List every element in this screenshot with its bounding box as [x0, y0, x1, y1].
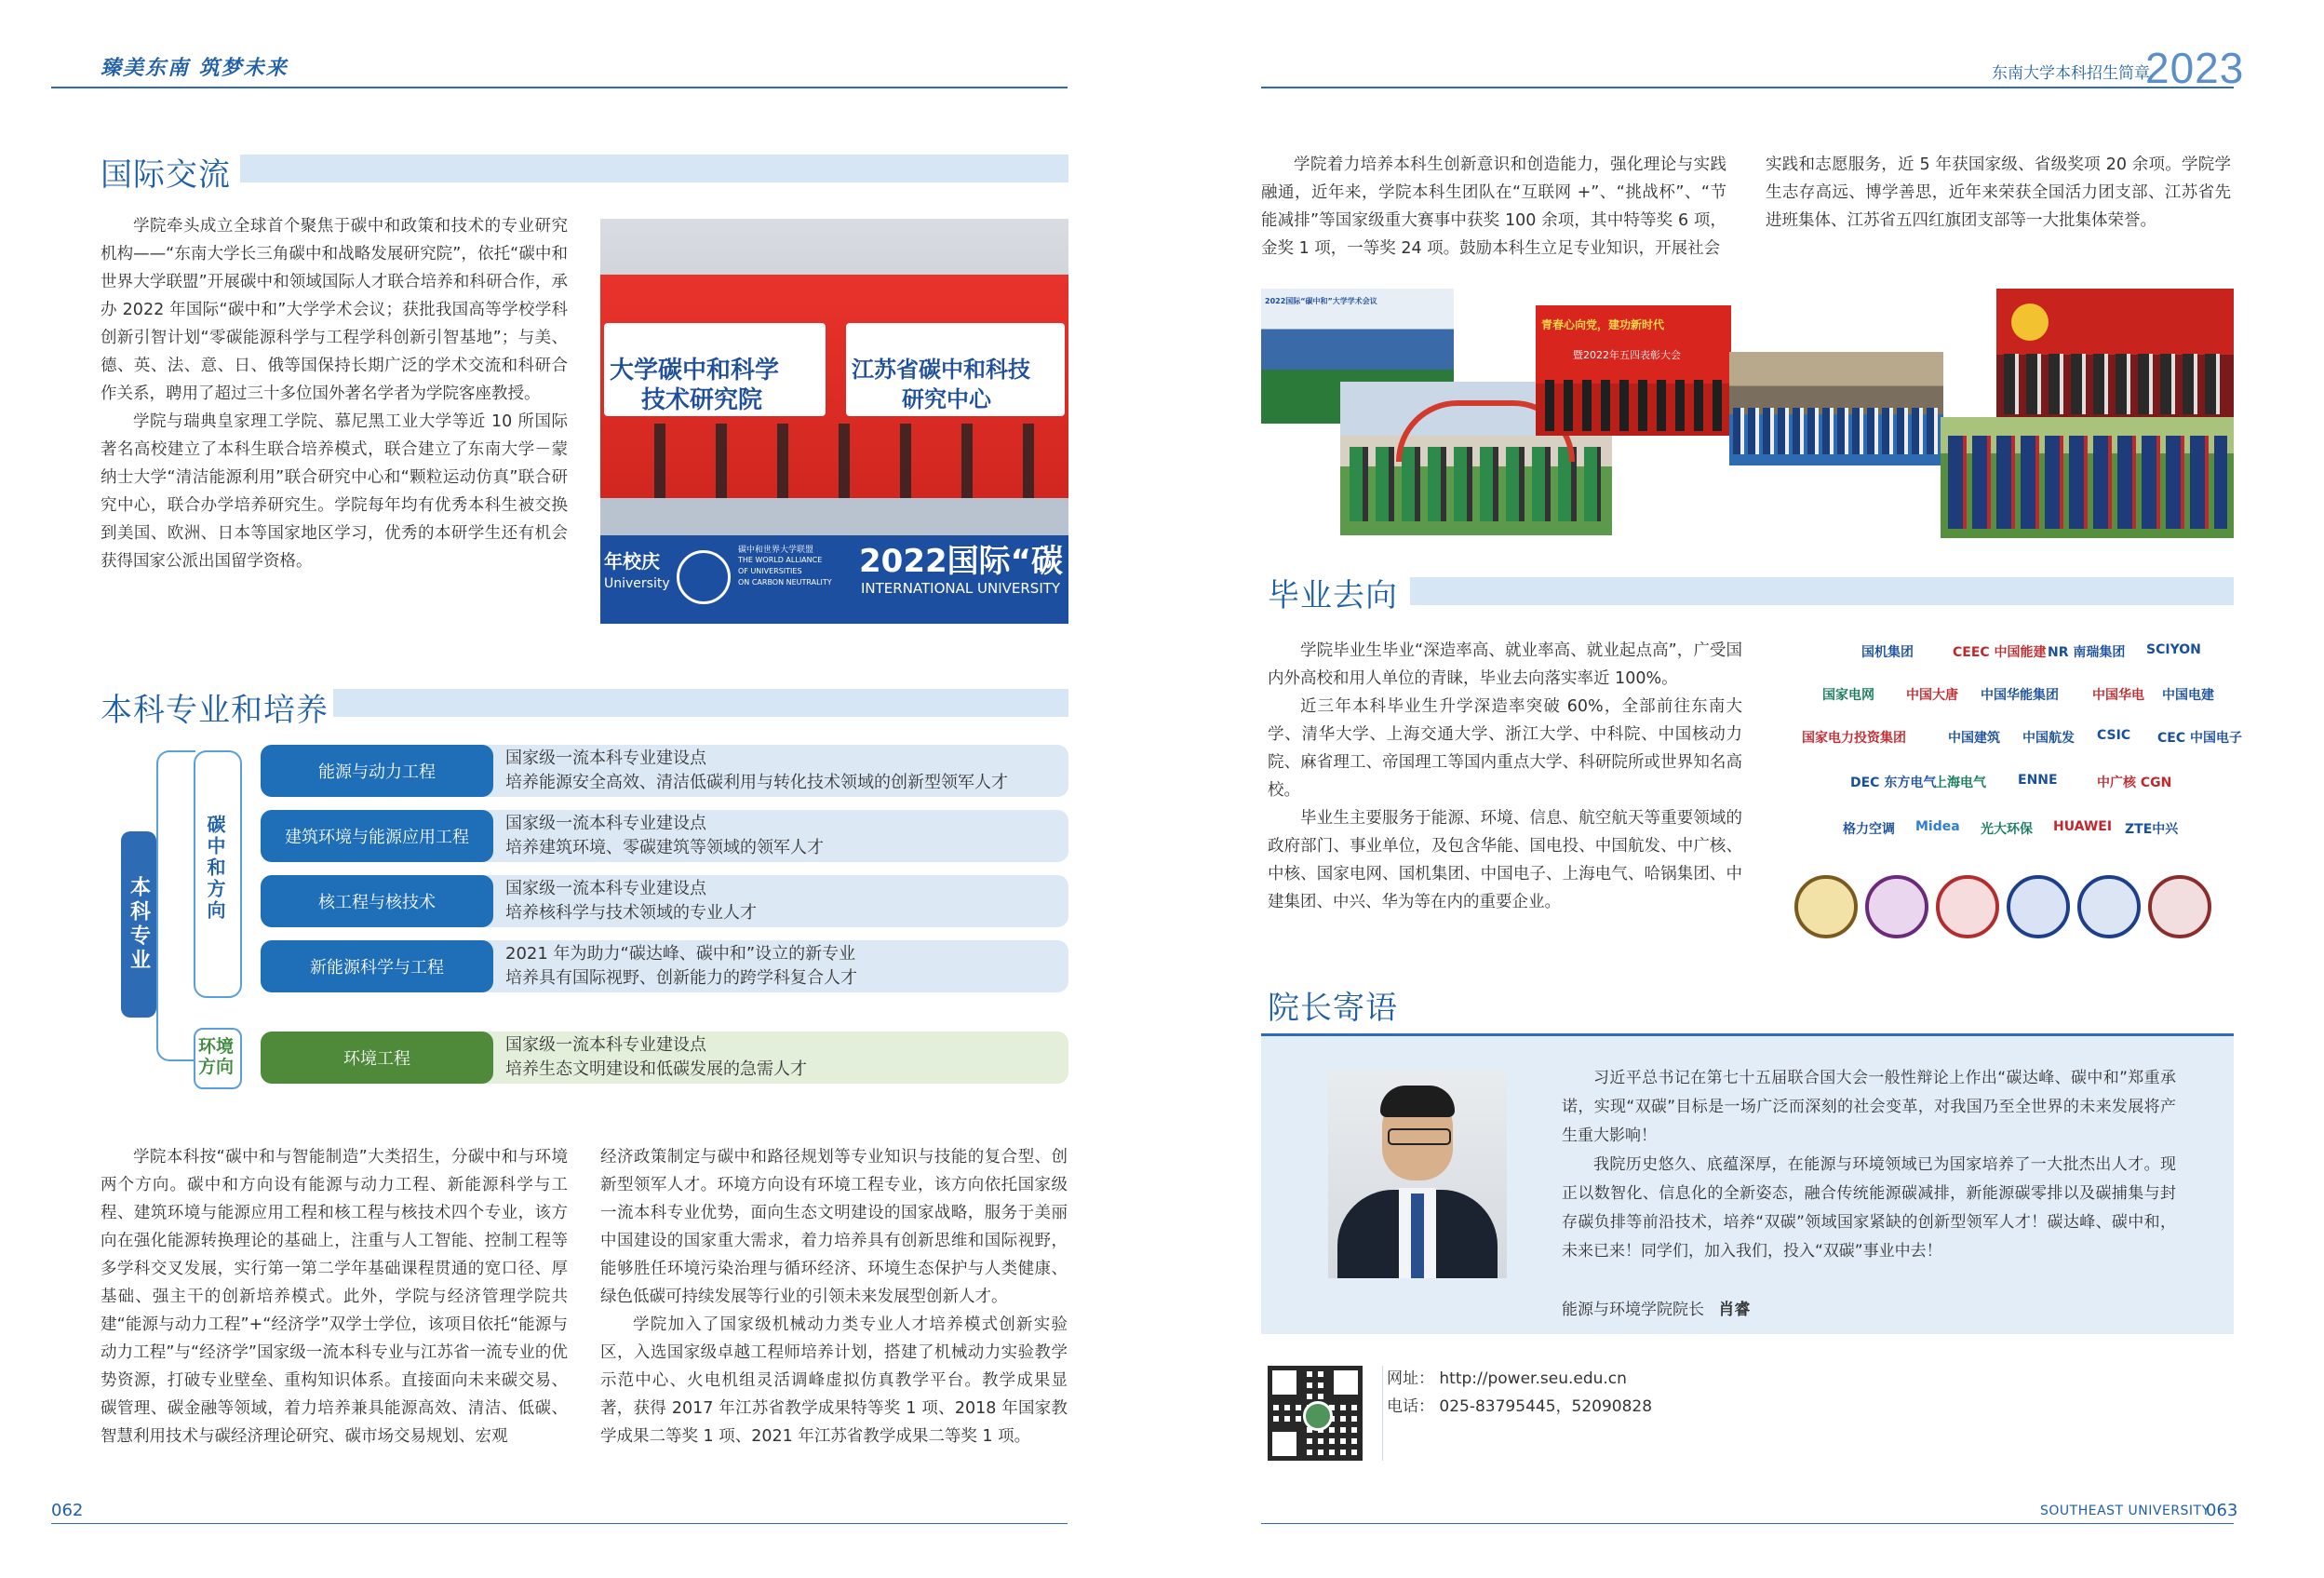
program-name-nuclear: 核工程与核技术 — [261, 875, 493, 927]
root-label: 本科专业 — [127, 876, 151, 973]
logo-state-grid: 国家电网 — [1822, 688, 1874, 703]
screen-right-line1: 江苏省碳中和科技 — [852, 357, 1030, 383]
intl-text — [101, 212, 568, 575]
logo-powerchina: 中国电建 — [2162, 688, 2214, 703]
screen-left — [604, 323, 826, 416]
grad-text — [1268, 637, 1742, 916]
dean-signature — [1562, 1296, 1750, 1319]
dean-hair — [1380, 1086, 1455, 1117]
right-top-paragraph-1: 学院着力培养本科生创新意识和创造能力，强化理论与实践融通，近年来，学院本科生团队在“互联网 +”、“挑战杯”、“节能减排”等国家级重大赛事中获奖 100 余项，其中特等奖 6 项，金奖 1 项，一等奖 24 项。鼓励本科生立足专业知识，开展社会 — [1261, 155, 1726, 258]
may4-banner-2: 暨2022年五四表彰大会 — [1573, 349, 1681, 361]
program-desc-energy-1: 国家级一流本科专业建设点 — [505, 749, 706, 768]
tree-bracket-root — [156, 750, 195, 1061]
qr-code — [1268, 1366, 1363, 1461]
university-seal-4 — [2007, 875, 2070, 938]
university-seal-5 — [2077, 875, 2141, 938]
party-people — [2004, 354, 2227, 414]
logo-enne: ENNE — [2018, 773, 2058, 788]
program-name-building: 建筑环境与能源应用工程 — [261, 810, 493, 862]
grad-paragraph-3: 毕业生主要服务于能源、环境、信息、航空航天等重要领域的政府部门、事业单位，及包含华能、国电投、中国航发、中广核、中核、国家电网、国机集团、中国电子、上海电气、哈锅集团、中建集团、中兴、华为等在内的重要企业。 — [1268, 809, 1742, 911]
dean-glasses — [1388, 1128, 1451, 1145]
header-year: 2023 — [2145, 44, 2245, 92]
photo-party-group — [1996, 289, 2234, 421]
university-seal-3 — [1936, 875, 1999, 938]
logo-datang: 中国大唐 — [1906, 688, 1958, 703]
dean-paragraph-1: 习近平总书记在第七十五届联合国大会一般性辩论上作出“碳达峰、碳中和”郑重承诺，实现“双碳”目标是一场广泛而深刻的社会变革，对我国乃至全世界的未来发展将产生重大影响！ — [1562, 1069, 2176, 1145]
contact-divider — [1382, 1366, 1383, 1461]
event-banner — [600, 535, 1068, 624]
employer-logos — [1794, 642, 2242, 950]
header-line-right — [1261, 87, 2234, 88]
logo-aecc: 中国航发 — [2022, 731, 2075, 746]
programs-text-col1 — [101, 1143, 568, 1450]
logo-gree: 格力空调 — [1843, 822, 1895, 837]
logo-cscec: 中国建筑 — [1948, 731, 2000, 746]
dean-portrait — [1328, 1069, 1507, 1278]
may4-people — [1545, 380, 1722, 431]
dean-signature-role: 能源与环境学院院长 — [1562, 1301, 1704, 1319]
header-slogan: 臻美东南 筑梦未来 — [101, 56, 289, 80]
logo-huadian: 中国华电 — [2092, 688, 2144, 703]
banner-logo-circle — [677, 550, 731, 604]
header-brochure-title: 东南大学本科招生简章 — [1992, 64, 2150, 83]
programs-text-col2 — [600, 1143, 1068, 1450]
programs-col1-paragraph: 学院本科按“碳中和与智能制造”大类招生，分碳中和与环境两个方向。碳中和方向设有能源与动力工程、新能源科学与工程、建筑环境与能源应用工程和核工程与核技术四个专业，该方向在强化能源转换理论的基础上，注重与人工智能、控制工程等多学科交叉发展，实行第一第二学年基础课程贯通的宽口径、厚基础、强主干的创新培养模式。此外，学院与经济管理学院共建“能源与动力工程”+“经济学”双学士学位，该项目依托“能源与动力工程”与“经济学”国家级一流本科专业与江苏省一流专业的优势资源，打破专业壁垒、重构知识体系。直接面向未来碳交易、碳管理、碳金融等领域，着力培养兼具能源高效、清洁、低碳、智慧利用技术与碳经济理论研究、碳市场交易规划、宏观 — [101, 1148, 568, 1446]
contact-phone — [1387, 1393, 1652, 1416]
logo-sinomach: 国机集团 — [1861, 645, 1914, 660]
header-line-left — [51, 87, 1068, 88]
university-seal-6 — [2148, 875, 2211, 938]
screen-right — [846, 323, 1065, 416]
program-desc-new-energy-1: 2021 年为助力“碳达峰、碳中和”设立的新专业 — [505, 944, 856, 964]
program-desc-new-energy-2: 培养具有国际视野、创新能力的跨学科复合人才 — [505, 968, 857, 988]
photo-may4-ceremony — [1536, 305, 1731, 436]
program-desc-environment-2: 培养生态文明建设和低碳发展的急需人才 — [505, 1059, 807, 1079]
grad-paragraph-1: 学院毕业生毕业“深造率高、就业率高、就业起点高”，广受国内外高校和用人单位的青睐，毕业去向落实率近 100%。 — [1268, 641, 1742, 688]
program-desc-environment-1: 国家级一流本科专业建设点 — [505, 1035, 706, 1055]
banner-sub-text: INTERNATIONAL UNIVERSITY — [861, 580, 1061, 597]
qr-finder-tr — [1329, 1366, 1363, 1399]
dean-section-title: 院长寄语 — [1268, 990, 1398, 1027]
banner-mid-2: THE WORLD ALLIANCE — [738, 556, 823, 564]
program-desc-energy-2: 培养能源安全高效、清洁低碳利用与转化技术领域的创新型领军人才 — [505, 773, 1008, 792]
banner-left-sub: University — [604, 576, 670, 591]
dean-signature-name: 肖睿 — [1718, 1301, 1751, 1319]
qr-center-logo — [1303, 1401, 1333, 1431]
logo-cec: CEC 中国电子 — [2157, 731, 2242, 746]
contact-web — [1387, 1365, 1627, 1388]
intl-paragraph-1: 学院牵头成立全球首个聚焦于碳中和政策和技术的专业研究机构——“东南大学长三角碳中和战略发展研究院”，依托“碳中和世界大学联盟”开展碳中和领域国际人才联合培养和科研合作，承办 2022 年国际“碳中和”大学学术会议；获批我国高等学校学科创新引智计划“零碳能源科学与工程学科创新引智基地”；与美、德、英、法、意、日、俄等国保持长期广泛的学术交流和科研合作关系，聘用了超过三十多位国外著名学者为学院客座教授。 — [101, 217, 568, 403]
programs-section-title: 本科专业和培养 — [101, 692, 329, 729]
programs-col2-paragraph-2: 学院加入了国家级机械动力类专业人才培养模式创新实验区，入选国家级卓越工程师培养计划，搭建了机械动力实验教学示范中心、火电机组灵活调峰虚拟仿真教学平台。教学成果显著，获得 2017 年江苏省教学成果特等奖 1 项、2018 年国家教学成果二等奖 1 项、2021 年江苏省教学成果二等奖 1 项。 — [600, 1315, 1068, 1446]
grad-title-bar — [1410, 577, 2234, 605]
program-desc-nuclear-1: 国家级一流本科专业建设点 — [505, 879, 706, 898]
screen-right-line2: 研究中心 — [902, 386, 991, 412]
program-name-new-energy: 新能源科学与工程 — [261, 940, 493, 992]
photo-football-team — [1941, 417, 2234, 538]
logo-spic: 国家电力投资集团 — [1802, 731, 1906, 746]
root-label-box — [121, 831, 156, 1018]
logo-everbright: 光大环保 — [1981, 822, 2033, 837]
dean-tie — [1411, 1194, 1424, 1278]
program-name-energy: 能源与动力工程 — [261, 745, 493, 797]
logo-csic: CSIC — [2097, 728, 2131, 743]
footer-left-page-number: 062 — [51, 1501, 84, 1520]
photo-conference-title: 2022国际“碳中和”大学学术会议 — [1265, 297, 1377, 305]
right-top-paragraph-2: 实践和志愿服务，近 5 年获国家级、省级奖项 20 余项。学院学生志存高远、博学善思，近年来荣获全国活力团支部、江苏省先进班集体、江苏省五四红旗团支部等一大批集体荣誉。 — [1766, 155, 2231, 230]
program-desc-building-2: 培养建筑环境、零碳建筑等领域的领军人才 — [505, 838, 824, 857]
contact-web-value[interactable]: http://power.seu.edu.cn — [1439, 1369, 1627, 1388]
intl-title-bar — [240, 155, 1068, 182]
screen-left-line2: 技术研究院 — [641, 386, 763, 414]
dean-text — [1562, 1064, 2176, 1266]
logo-sciyon: SCIYON — [2146, 642, 2201, 657]
football-people — [1948, 436, 2227, 529]
logo-huaneng: 中国华能集团 — [1981, 688, 2059, 703]
intl-section-title: 国际交流 — [101, 156, 231, 194]
photo-gym-group — [1729, 352, 1943, 465]
banner-mid-1: 碳中和世界大学联盟 — [738, 546, 814, 555]
footer-right-line — [1261, 1523, 2234, 1524]
intl-paragraph-2: 学院与瑞典皇家理工学院、慕尼黑工业大学等近 10 所国际著名高校建立了本科生联合培养模式，联合建立了东南大学－蒙纳士大学“清洁能源利用”联合研究中心和“颗粒运动仿真”联合研究中心，联合办学培养研究生。学院每年均有优秀本科生被交换到美国、欧洲、日本等国家地区学习，优秀的本研学生还有机会获得国家公派出国留学资格。 — [101, 412, 568, 571]
contact-web-label: 网址： — [1387, 1369, 1434, 1388]
university-seal-1 — [1794, 875, 1858, 938]
university-seal-2 — [1865, 875, 1928, 938]
logo-nari: NR 南瑞集团 — [2048, 645, 2126, 660]
qr-finder-tl — [1268, 1366, 1301, 1399]
program-desc-nuclear-2: 培养核科学与技术领域的专业人才 — [505, 903, 757, 923]
logo-midea: Midea — [1915, 819, 1960, 834]
carbon-direction-label: 碳中和方向 — [204, 815, 226, 922]
grad-paragraph-2: 近三年本科毕业生升学深造率突破 60%，全部前往东南大学、清华大学、上海交通大学、浙江大学、中科院、中国核动力院、麻省理工、帝国理工等国内重点大学、科研院所或世界知名高校。 — [1268, 697, 1742, 800]
programs-title-bar — [333, 689, 1068, 717]
programs-col2-paragraph-1: 经济政策制定与碳中和路径规划等专业知识与技能的复合型、创新型领军人才。环境方向设有环境工程专业，该方向依托国家级一流本科专业优势，面向生态文明建设的国家战略，服务于美丽中国建设的国家重大需求，着力培养具有创新思维和国际视野，能够胜任环境污染治理与循环经济、环境生态保护与人类健康、绿色低碳可持续发展等行业的引领未来发展型创新人才。 — [600, 1148, 1068, 1306]
logo-huawei: HUAWEI — [2053, 819, 2113, 834]
right-top-col2 — [1766, 151, 2231, 235]
party-emblem — [2011, 303, 2049, 341]
footer-left-line — [51, 1523, 1068, 1524]
banner-mid-4: ON CARBON NEUTRALITY — [738, 578, 832, 587]
banner-big-text: 2022国际“碳 — [859, 543, 1063, 580]
banner-left-text: 年校庆 — [604, 550, 660, 573]
may4-banner-1: 青春心向党，建功新时代 — [1541, 318, 1665, 331]
screen-left-line1: 大学碳中和科学 — [610, 357, 780, 384]
qr-finder-bl — [1268, 1427, 1301, 1461]
footer-university-name: SOUTHEAST UNIVERSITY — [2040, 1504, 2210, 1518]
right-top-col1 — [1261, 151, 1726, 263]
grad-section-title: 毕业去向 — [1268, 577, 1398, 614]
logo-dec: DEC 东方电气 — [1850, 776, 1937, 790]
footer-right-page-number: 063 — [2206, 1501, 2238, 1520]
dean-paragraph-2: 我院历史悠久、底蕴深厚，在能源与环境领域已为国家培养了一大批杰出人才。现正以数智化、信息化的全新姿态，融合传统能源碳减排，新能源碳零排以及碳捕集与封存碳负排等前沿技术，培养“双碳”领域国家紧缺的创新型领军人才！碳达峰、碳中和，未来已来！同学们，加入我们，投入“双碳”事业中去！ — [1562, 1155, 2176, 1261]
logo-shanghai-electric: 上海电气 — [1934, 776, 1986, 790]
logo-cgn: 中广核 CGN — [2097, 776, 2172, 790]
logo-zte: ZTE中兴 — [2125, 822, 2179, 837]
banner-mid-3: OF UNIVERSITIES — [738, 567, 802, 575]
gym-people — [1733, 408, 1940, 454]
program-name-environment: 环境工程 — [261, 1032, 493, 1084]
contact-phone-value: 025-83795445，52090828 — [1439, 1397, 1653, 1416]
contact-phone-label: 电话： — [1387, 1397, 1434, 1416]
intl-ceremony-photo — [600, 219, 1068, 624]
program-desc-building-1: 国家级一流本科专业建设点 — [505, 814, 706, 833]
logo-ceec: CEEC 中国能建 — [1953, 645, 2047, 660]
env-direction-label: 环境方向 — [197, 1036, 234, 1077]
